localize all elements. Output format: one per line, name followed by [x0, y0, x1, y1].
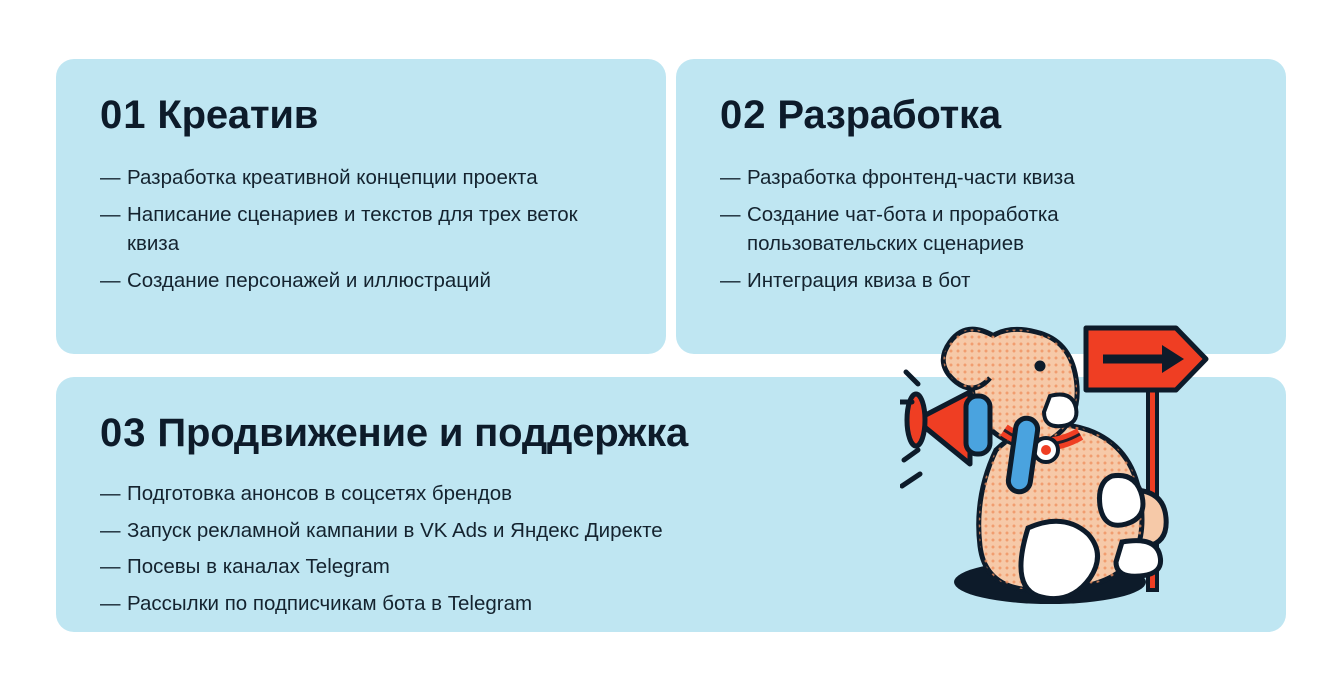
list-item	[100, 589, 1246, 619]
list-item	[100, 552, 1246, 582]
list-item	[720, 163, 1246, 193]
list-item-text: Запуск рекламной кампании в VK Ads и Яндекс Директе	[127, 518, 663, 542]
card-creative-number: 01	[100, 93, 147, 137]
card-creative-title	[100, 93, 626, 137]
bullet-dash-icon: —	[720, 166, 741, 189]
card-creative-list	[100, 163, 626, 296]
card-promotion	[56, 377, 1286, 632]
card-development-list	[720, 163, 1246, 296]
list-item	[100, 163, 626, 193]
card-development-title-text: Разработка	[777, 93, 1001, 137]
list-item-text: Разработка креативной концепции проекта	[127, 166, 538, 189]
bullet-dash-icon: —	[100, 202, 121, 226]
list-item-text: Подготовка анонсов в соцсетях брендов	[127, 482, 513, 505]
card-creative-title-text: Креатив	[157, 93, 319, 137]
list-item	[100, 479, 1246, 509]
bullet-dash-icon: —	[100, 269, 121, 293]
list-item-text: Интеграция квиза в бот	[747, 269, 971, 293]
card-promotion-list	[100, 479, 1246, 619]
bullet-dash-icon: —	[100, 592, 121, 616]
list-item	[100, 266, 626, 296]
bullet-dash-icon: —	[100, 518, 121, 542]
list-item	[100, 516, 1246, 546]
list-item-text: Посевы в каналах Telegram	[127, 555, 390, 579]
list-item	[100, 200, 626, 259]
bullet-dash-icon: —	[720, 269, 741, 293]
card-development	[676, 59, 1286, 354]
list-item-text: Рассылки по подписчикам бота в Telegram	[127, 592, 533, 616]
card-promotion-title	[100, 411, 1246, 455]
bullet-dash-icon: —	[100, 166, 121, 189]
list-item-text: Создание чат-бота и проработка пользовательских сценариев	[747, 202, 1059, 256]
list-item	[720, 266, 1246, 296]
card-promotion-number: 03	[100, 411, 147, 455]
bullet-dash-icon: —	[100, 555, 121, 579]
card-promotion-title-text: Продвижение и поддержка	[157, 411, 688, 455]
card-development-number: 02	[720, 93, 767, 137]
card-creative	[56, 59, 666, 354]
list-item-text: Написание сценариев и текстов для трех веток квиза	[127, 202, 578, 256]
list-item	[720, 200, 1246, 259]
bullet-dash-icon: —	[720, 202, 741, 226]
bullet-dash-icon: —	[100, 482, 121, 505]
card-development-title	[720, 93, 1246, 137]
list-item-text: Создание персонажей и иллюстраций	[127, 269, 491, 293]
list-item-text: Разработка фронтенд-части квиза	[747, 166, 1075, 189]
